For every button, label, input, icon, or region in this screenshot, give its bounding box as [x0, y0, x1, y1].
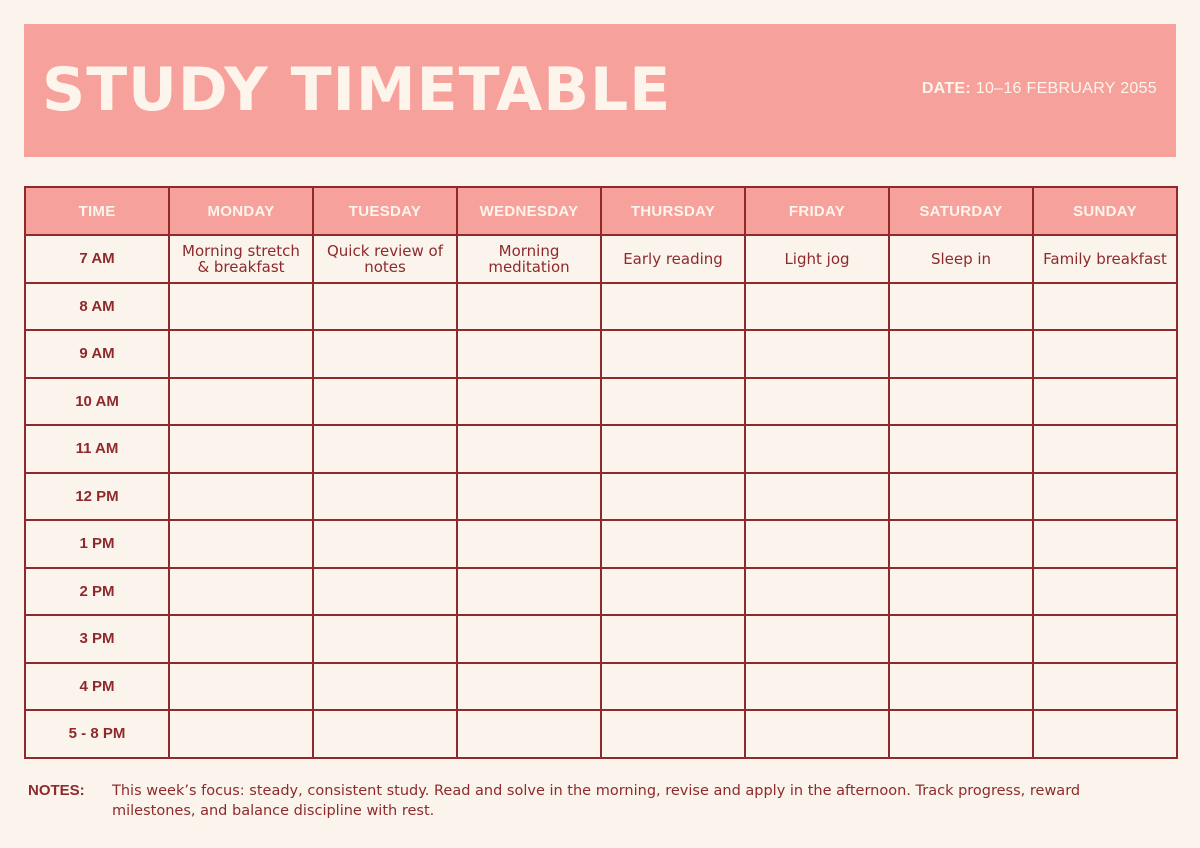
column-header-tuesday: TUESDAY [313, 187, 457, 235]
schedule-cell-sunday[interactable] [1033, 330, 1177, 378]
schedule-cell-saturday[interactable] [889, 473, 1033, 521]
schedule-cell-saturday[interactable] [889, 425, 1033, 473]
schedule-cell-thursday[interactable] [601, 473, 745, 521]
schedule-cell-friday[interactable] [745, 663, 889, 711]
schedule-cell-tuesday[interactable] [313, 710, 457, 758]
schedule-cell-wednesday[interactable] [457, 663, 601, 711]
schedule-cell-monday[interactable] [169, 473, 313, 521]
date-value: 10–16 FEBRUARY 2055 [975, 80, 1157, 97]
schedule-cell-wednesday[interactable] [457, 615, 601, 663]
time-slot-label: 7 AM [25, 235, 169, 283]
schedule-cell-thursday[interactable] [601, 425, 745, 473]
schedule-cell-tuesday[interactable] [313, 330, 457, 378]
table-row [25, 473, 1177, 521]
schedule-cell-sunday[interactable] [1033, 473, 1177, 521]
schedule-cell-saturday[interactable]: Sleep in [889, 235, 1033, 283]
schedule-cell-tuesday[interactable] [313, 473, 457, 521]
time-slot-label: 4 PM [25, 663, 169, 711]
schedule-cell-thursday[interactable] [601, 378, 745, 426]
table-row [25, 710, 1177, 758]
table-row [25, 425, 1177, 473]
table-row [25, 283, 1177, 331]
table-row [25, 520, 1177, 568]
schedule-cell-thursday[interactable] [601, 615, 745, 663]
schedule-cell-monday[interactable] [169, 378, 313, 426]
page-title: STUDY TIMETABLE [42, 55, 672, 125]
table-row [25, 568, 1177, 616]
schedule-cell-friday[interactable] [745, 425, 889, 473]
schedule-cell-tuesday[interactable] [313, 568, 457, 616]
time-slot-label: 9 AM [25, 330, 169, 378]
column-header-sunday: SUNDAY [1033, 187, 1177, 235]
schedule-cell-tuesday[interactable] [313, 615, 457, 663]
schedule-cell-saturday[interactable] [889, 283, 1033, 331]
schedule-cell-saturday[interactable] [889, 520, 1033, 568]
schedule-cell-sunday[interactable] [1033, 520, 1177, 568]
table-row [25, 330, 1177, 378]
schedule-cell-monday[interactable] [169, 425, 313, 473]
schedule-cell-saturday[interactable] [889, 378, 1033, 426]
schedule-cell-sunday[interactable] [1033, 568, 1177, 616]
schedule-cell-wednesday[interactable] [457, 330, 601, 378]
schedule-cell-thursday[interactable] [601, 283, 745, 331]
notes-text: This week’s focus: steady, consistent study. Read and solve in the morning, revise and apply in the afternoon. Track progress, reward milestones, and balance discipline with rest. [112, 783, 1081, 819]
schedule-cell-friday[interactable] [745, 330, 889, 378]
schedule-cell-wednesday[interactable]: Morning meditation [457, 235, 601, 283]
schedule-cell-wednesday[interactable] [457, 520, 601, 568]
schedule-cell-tuesday[interactable] [313, 378, 457, 426]
column-header-wednesday: WEDNESDAY [457, 187, 601, 235]
schedule-cell-thursday[interactable] [601, 520, 745, 568]
time-slot-label: 8 AM [25, 283, 169, 331]
table-row [25, 378, 1177, 426]
notes-section [28, 781, 1158, 821]
schedule-cell-friday[interactable] [745, 710, 889, 758]
schedule-cell-saturday[interactable] [889, 330, 1033, 378]
schedule-cell-wednesday[interactable] [457, 568, 601, 616]
schedule-cell-sunday[interactable] [1033, 378, 1177, 426]
column-header-friday: FRIDAY [745, 187, 889, 235]
schedule-cell-sunday[interactable] [1033, 283, 1177, 331]
schedule-cell-saturday[interactable] [889, 615, 1033, 663]
schedule-cell-wednesday[interactable] [457, 473, 601, 521]
schedule-cell-monday[interactable]: Morning stretch & breakfast [169, 235, 313, 283]
schedule-cell-wednesday[interactable] [457, 283, 601, 331]
time-slot-label: 2 PM [25, 568, 169, 616]
column-header-monday: MONDAY [169, 187, 313, 235]
schedule-cell-monday[interactable] [169, 568, 313, 616]
schedule-cell-sunday[interactable] [1033, 710, 1177, 758]
schedule-cell-saturday[interactable] [889, 568, 1033, 616]
time-slot-label: 10 AM [25, 378, 169, 426]
time-slot-label: 12 PM [25, 473, 169, 521]
schedule-cell-thursday[interactable] [601, 710, 745, 758]
schedule-cell-wednesday[interactable] [457, 710, 601, 758]
notes-label: NOTES: [28, 782, 85, 799]
schedule-cell-friday[interactable] [745, 283, 889, 331]
schedule-cell-tuesday[interactable] [313, 283, 457, 331]
schedule-cell-friday[interactable] [745, 615, 889, 663]
schedule-cell-monday[interactable] [169, 520, 313, 568]
schedule-cell-sunday[interactable]: Family breakfast [1033, 235, 1177, 283]
timetable-grid [24, 186, 1178, 759]
schedule-cell-friday[interactable] [745, 378, 889, 426]
schedule-cell-sunday[interactable] [1033, 425, 1177, 473]
schedule-cell-saturday[interactable] [889, 663, 1033, 711]
table-row [25, 615, 1177, 663]
schedule-cell-monday[interactable] [169, 330, 313, 378]
time-slot-label: 11 AM [25, 425, 169, 473]
schedule-cell-sunday[interactable] [1033, 615, 1177, 663]
time-slot-label: 3 PM [25, 615, 169, 663]
schedule-cell-tuesday[interactable] [313, 520, 457, 568]
date-label: DATE: [921, 80, 972, 97]
table-row [25, 235, 1177, 283]
schedule-cell-monday[interactable] [169, 615, 313, 663]
schedule-cell-wednesday[interactable] [457, 378, 601, 426]
schedule-cell-sunday[interactable] [1033, 663, 1177, 711]
time-slot-label: 5 - 8 PM [25, 710, 169, 758]
schedule-cell-monday[interactable] [169, 283, 313, 331]
schedule-cell-monday[interactable] [169, 663, 313, 711]
schedule-cell-thursday[interactable]: Early reading [601, 235, 745, 283]
timetable-body [25, 235, 1177, 758]
column-header-thursday: THURSDAY [601, 187, 745, 235]
schedule-cell-tuesday[interactable] [313, 663, 457, 711]
schedule-cell-friday[interactable] [745, 473, 889, 521]
schedule-cell-thursday[interactable] [601, 330, 745, 378]
schedule-cell-saturday[interactable] [889, 710, 1033, 758]
schedule-cell-tuesday[interactable] [313, 425, 457, 473]
schedule-cell-friday[interactable] [745, 520, 889, 568]
time-slot-label: 1 PM [25, 520, 169, 568]
column-header-time: TIME [25, 187, 169, 235]
table-row [25, 663, 1177, 711]
schedule-cell-thursday[interactable] [601, 568, 745, 616]
schedule-cell-friday[interactable] [745, 568, 889, 616]
schedule-cell-tuesday[interactable]: Quick review of notes [313, 235, 457, 283]
date-range [922, 80, 1157, 98]
schedule-cell-friday[interactable]: Light jog [745, 235, 889, 283]
schedule-cell-wednesday[interactable] [457, 425, 601, 473]
schedule-cell-monday[interactable] [169, 710, 313, 758]
column-header-saturday: SATURDAY [889, 187, 1033, 235]
schedule-cell-thursday[interactable] [601, 663, 745, 711]
header-row [25, 187, 1177, 235]
